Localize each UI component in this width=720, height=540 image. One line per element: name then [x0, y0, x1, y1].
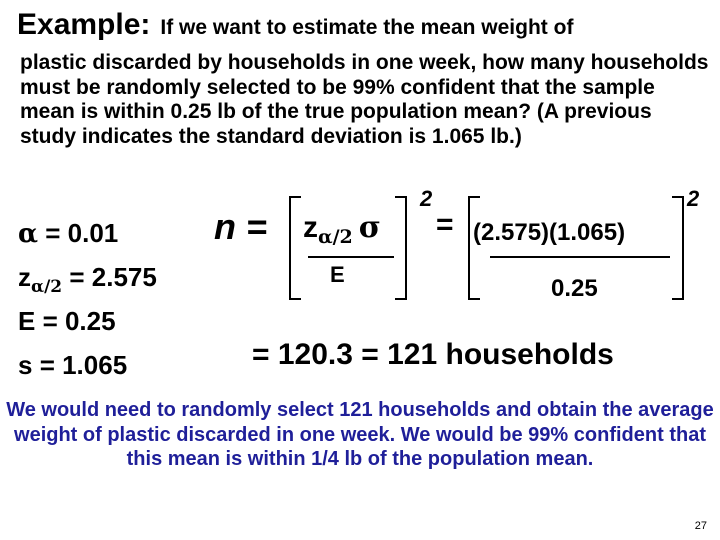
given-z-symbol: z: [18, 262, 31, 292]
title-lead: Example:: [17, 8, 151, 41]
formula2-left-bracket: [468, 196, 480, 300]
formula2-denominator: 0.25: [551, 275, 598, 302]
page-number: 27: [694, 520, 707, 532]
formula2-fraction-line: [490, 256, 670, 258]
given-e-value: = 0.25: [35, 306, 116, 336]
slide-title: [17, 8, 573, 42]
given-e-symbol: E: [18, 306, 36, 336]
formula-fraction-line: [308, 256, 394, 258]
given-s: [18, 350, 127, 381]
given-s-value: = 1.065: [32, 350, 128, 380]
formula2-right-bracket: [672, 196, 684, 300]
formula-lhs: n =: [214, 206, 268, 247]
given-e: [18, 306, 116, 337]
given-alpha: [18, 218, 118, 249]
given-alpha-value: = 0.01: [38, 218, 119, 248]
given-z: [18, 262, 157, 297]
given-alpha-symbol: α: [18, 219, 39, 249]
formula-sigma: σ: [358, 210, 381, 245]
formula-denominator: E: [330, 262, 345, 287]
given-s-symbol: s: [18, 350, 33, 380]
question-text: plastic discarded by households in one week, how many households must be randomly selected to be 99% confident that the sample mean is within 0.25 lb of the true population mean? (A previous study indicates the standard deviation is 1.065 lb.): [20, 51, 709, 148]
formula2-numerator: (2.575)(1.065): [473, 219, 626, 246]
formula-equals: =: [436, 208, 454, 241]
formula-left-bracket: [289, 196, 301, 300]
given-z-value: = 2.575: [62, 262, 157, 292]
title-rest: If we want to estimate the mean weight of: [160, 16, 574, 39]
formula-numerator: [303, 210, 381, 248]
formula-right-bracket: [395, 196, 407, 300]
formula-z-sub: α/2: [318, 226, 353, 248]
formula-exponent: 2: [420, 186, 433, 211]
formula-z: z: [303, 211, 318, 244]
conclusion-text: We would need to randomly select 121 households and obtain the average weight of plastic discarded in one week. We would be 99% confident that this mean is within 1/4 lb of the population mean.: [6, 399, 714, 470]
formula2-exponent: 2: [687, 186, 700, 211]
given-z-sub: α/2: [31, 277, 63, 297]
formula-result: = 120.3 = 121 households: [252, 338, 614, 371]
